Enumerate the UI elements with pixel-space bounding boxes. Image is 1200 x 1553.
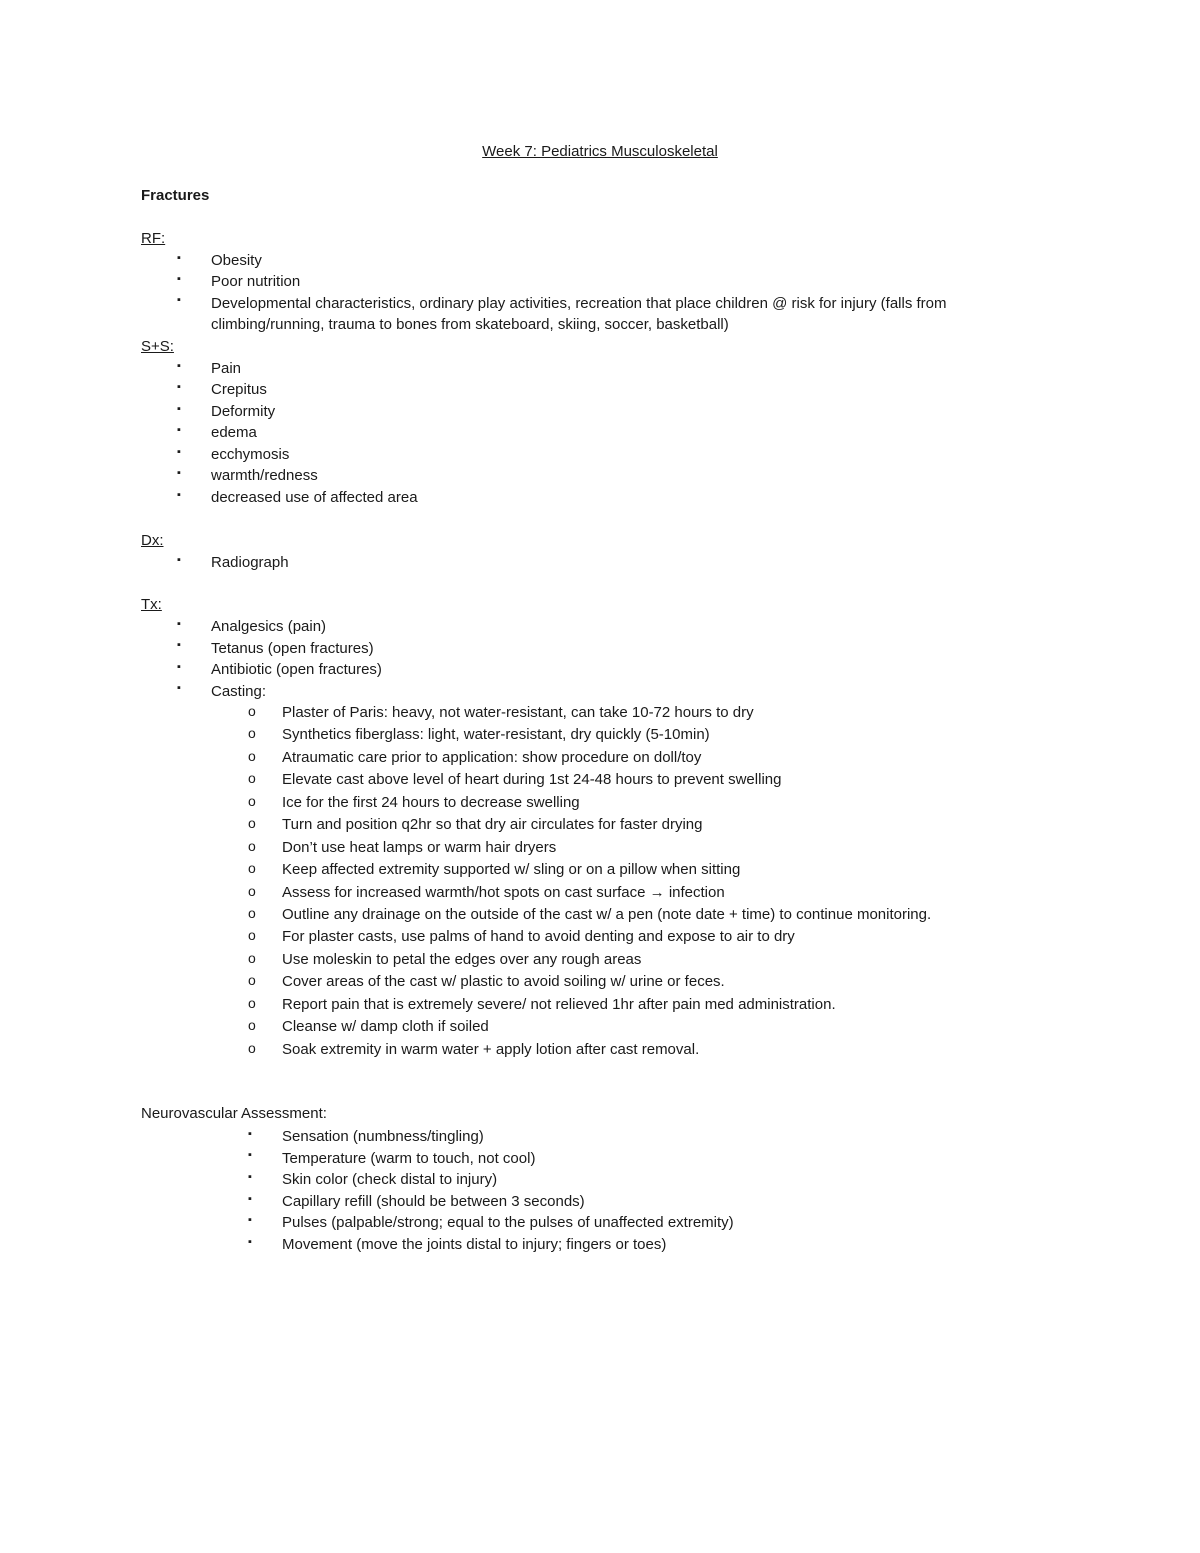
sub-list-item: Cover areas of the cast w/ plastic to avoid soiling w/ urine or feces. (282, 973, 725, 990)
sub-list-item: Report pain that is extremely severe/ not relieved 1hr after pain med administration. (282, 996, 836, 1013)
list-item: Pulses (palpable/strong; equal to the pulses of unaffected extremity) (282, 1214, 734, 1231)
bullet-icon: ▪ (177, 661, 181, 673)
bullet-icon: ▪ (177, 403, 181, 415)
bullet-icon: ▪ (177, 489, 181, 501)
circle-bullet-icon: o (248, 770, 256, 786)
ss-label: S+S: (141, 338, 174, 355)
circle-bullet-icon: o (248, 703, 256, 719)
sub-list-item: Assess for increased warmth/hot spots on cast surface → infection (282, 884, 725, 901)
list-item: Movement (move the joints distal to injury; fingers or toes) (282, 1236, 667, 1253)
circle-bullet-icon: o (248, 1017, 256, 1033)
bullet-icon: ▪ (248, 1236, 252, 1248)
bullet-icon: ▪ (177, 467, 181, 479)
bullet-icon: ▪ (177, 639, 181, 651)
list-item: Skin color (check distal to injury) (282, 1171, 498, 1188)
sub-list-item: Turn and position q2hr so that dry air circulates for faster drying (282, 816, 703, 833)
document-title: Week 7: Pediatrics Musculoskeletal (482, 143, 718, 160)
circle-bullet-icon: o (248, 748, 256, 764)
rf-label: RF: (141, 230, 166, 247)
sub-list-item: Ice for the first 24 hours to decrease swelling (282, 794, 580, 811)
sub-list-item: Use moleskin to petal the edges over any rough areas (282, 951, 642, 968)
sub-list-item: Outline any drainage on the outside of the cast w/ a pen (note date + time) to continue monitoring. (282, 906, 932, 923)
sub-list-item: Cleanse w/ damp cloth if soiled (282, 1018, 489, 1035)
bullet-icon: ▪ (177, 554, 181, 566)
list-item: Radiograph (211, 554, 289, 571)
bullet-icon: ▪ (177, 424, 181, 436)
sub-list-item: Plaster of Paris: heavy, not water-resistant, can take 10-72 hours to dry (282, 704, 754, 721)
bullet-icon: ▪ (177, 252, 181, 264)
sub-list-item: Elevate cast above level of heart during 1st 24-48 hours to prevent swelling (282, 771, 782, 788)
sub-list-item: Atraumatic care prior to application: show procedure on doll/toy (282, 749, 702, 766)
list-item: Temperature (warm to touch, not cool) (282, 1150, 536, 1167)
circle-bullet-icon: o (248, 883, 256, 899)
list-item: Deformity (211, 403, 276, 420)
circle-bullet-icon: o (248, 995, 256, 1011)
bullet-icon: ▪ (177, 446, 181, 458)
dx-label: Dx: (141, 532, 164, 549)
bullet-icon: ▪ (177, 360, 181, 372)
sub-list-item: For plaster casts, use palms of hand to avoid denting and expose to air to dry (282, 928, 795, 945)
list-item: Pain (211, 360, 242, 377)
circle-bullet-icon: o (248, 972, 256, 988)
circle-bullet-icon: o (248, 725, 256, 741)
neuro-label: Neurovascular Assessment: (141, 1105, 327, 1122)
circle-bullet-icon: o (248, 793, 256, 809)
list-item: Antibiotic (open fractures) (211, 661, 382, 678)
bullet-icon: ▪ (177, 294, 181, 306)
bullet-icon: ▪ (248, 1171, 252, 1183)
bullet-icon: ▪ (248, 1149, 252, 1161)
sub-list-item: Don’t use heat lamps or warm hair dryers (282, 839, 557, 856)
list-item: Capillary refill (should be between 3 seconds) (282, 1193, 585, 1210)
bullet-icon: ▪ (177, 273, 181, 285)
list-item: decreased use of affected area (211, 489, 418, 506)
bullet-icon: ▪ (177, 682, 181, 694)
circle-bullet-icon: o (248, 927, 256, 943)
bullet-icon: ▪ (248, 1214, 252, 1226)
sub-list-item: Soak extremity in warm water + apply lotion after cast removal. (282, 1041, 700, 1058)
list-item: Poor nutrition (211, 273, 301, 290)
list-item: Casting: (211, 683, 267, 700)
bullet-icon: ▪ (248, 1193, 252, 1205)
circle-bullet-icon: o (248, 905, 256, 921)
list-item: ecchymosis (211, 446, 290, 463)
list-item: warmth/redness (211, 467, 318, 484)
circle-bullet-icon: o (248, 860, 256, 876)
bullet-icon: ▪ (248, 1128, 252, 1140)
circle-bullet-icon: o (248, 950, 256, 966)
list-item: edema (211, 424, 257, 441)
circle-bullet-icon: o (248, 838, 256, 854)
section-heading: Fractures (141, 187, 210, 204)
list-item: Analgesics (pain) (211, 618, 327, 635)
list-item: Tetanus (open fractures) (211, 640, 374, 657)
list-item: Sensation (numbness/tingling) (282, 1128, 484, 1145)
sub-list-item: Keep affected extremity supported w/ sling or on a pillow when sitting (282, 861, 741, 878)
circle-bullet-icon: o (248, 1040, 256, 1056)
list-item: Developmental characteristics, ordinary play activities, recreation that place children @ risk for injury (falls from (211, 295, 947, 312)
bullet-icon: ▪ (177, 618, 181, 630)
tx-label: Tx: (141, 596, 162, 613)
list-item: Obesity (211, 252, 262, 269)
sub-list-item: Synthetics fiberglass: light, water-resistant, dry quickly (5-10min) (282, 726, 710, 743)
circle-bullet-icon: o (248, 815, 256, 831)
list-item-continuation: climbing/running, trauma to bones from skateboard, skiing, soccer, basketball) (211, 316, 729, 333)
bullet-icon: ▪ (177, 381, 181, 393)
list-item: Crepitus (211, 381, 267, 398)
